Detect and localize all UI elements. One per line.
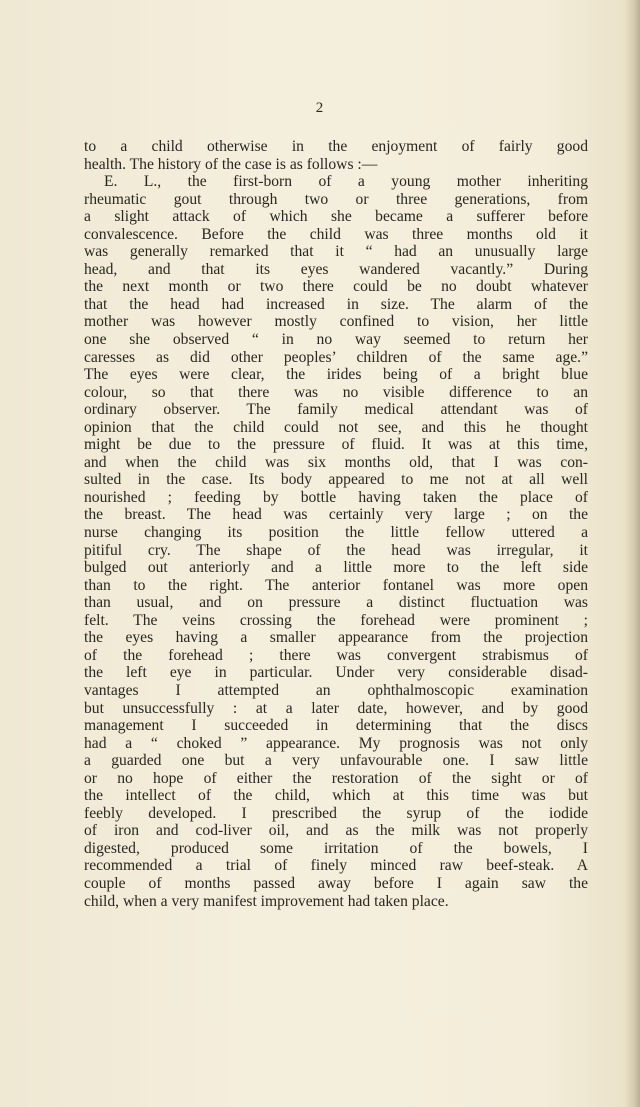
text-line: felt. The veins crossing the forehead were prominent ; bbox=[84, 611, 588, 629]
text-line: had a “ choked ” appearance. My prognosis was not only bbox=[84, 734, 588, 752]
text-line: was generally remarked that it “ had an unusually large bbox=[84, 243, 588, 261]
text-line: to a child otherwise in the enjoyment of fairly good bbox=[84, 138, 588, 155]
text-line: mother was however mostly confined to vision, her little bbox=[84, 313, 588, 331]
text-line: E. L., the first-born of a young mother inheriting bbox=[104, 173, 588, 191]
text-line: health. The history of the case is as follows :— bbox=[84, 155, 378, 173]
text-line: and when the child was six months old, that I was con- bbox=[84, 453, 588, 471]
text-line: than to the right. The anterior fontanel was more open bbox=[84, 576, 588, 594]
text-line: ordinary observer. The family medical attendant was of bbox=[84, 401, 588, 419]
text-line: pitiful cry. The shape of the head was irregular, it bbox=[84, 541, 588, 559]
text-line: the intellect of the child, which at this time was but bbox=[84, 787, 588, 805]
text-line: child, when a very manifest improvement had taken place. bbox=[84, 892, 449, 910]
text-line: nourished ; feeding by bottle having taken the place of bbox=[84, 488, 588, 506]
text-line: of the forehead ; there was convergent strabismus of bbox=[84, 646, 588, 664]
text-line: the breast. The head was certainly very large ; on the bbox=[84, 506, 588, 524]
text-line: nurse changing its position the little fellow uttered a bbox=[84, 524, 588, 542]
text-line: recommended a trial of finely minced raw beef-steak. A bbox=[84, 857, 588, 875]
text-line: colour, so that there was no visible difference to an bbox=[84, 383, 588, 401]
text-line: opinion that the child could not see, and this he thought bbox=[84, 418, 588, 436]
text-line: couple of months passed away before I again saw the bbox=[84, 874, 588, 892]
text-line: a guarded one but a very unfavourable one. I saw little bbox=[84, 752, 588, 770]
page-edge-shadow bbox=[624, 0, 640, 1107]
text-line: digested, produced some irritation of the bowels, I bbox=[84, 839, 588, 857]
text-line: the next month or two there could be no doubt whatever bbox=[84, 278, 588, 296]
text-line: vantages I attempted an ophthalmoscopic examination bbox=[84, 681, 588, 699]
text-line: caresses as did other peoples’ children of the same age.” bbox=[84, 348, 588, 366]
text-line: that the head had increased in size. The alarm of the bbox=[84, 295, 588, 313]
page-number: 2 bbox=[315, 100, 325, 116]
text-line: the eyes having a smaller appearance from the projection bbox=[84, 629, 588, 647]
text-line: than usual, and on pressure a distinct fluctuation was bbox=[84, 594, 588, 612]
text-line: might be due to the pressure of fluid. It was at this time, bbox=[84, 436, 588, 454]
text-line: management I succeeded in determining that the discs bbox=[84, 717, 588, 735]
text-line: one she observed “ in no way seemed to return her bbox=[84, 331, 588, 349]
text-line: the left eye in particular. Under very considerable disad- bbox=[84, 664, 588, 682]
text-line: a slight attack of which she became a sufferer before bbox=[84, 208, 588, 226]
text-line: bulged out anteriorly and a little more to the left side bbox=[84, 559, 588, 577]
text-line: but unsuccessfully : at a later date, however, and by good bbox=[84, 699, 588, 717]
text-line: or no hope of either the restoration of the sight or of bbox=[84, 769, 588, 787]
text-line: head, and that its eyes wandered vacantly.” During bbox=[84, 260, 588, 278]
text-line: feebly developed. I prescribed the syrup of the iodide bbox=[84, 804, 588, 822]
text-line: rheumatic gout through two or three generations, from bbox=[84, 190, 588, 208]
text-line: The eyes were clear, the irides being of a bright blue bbox=[84, 366, 588, 384]
text-line: of iron and cod-liver oil, and as the milk was not properly bbox=[84, 822, 588, 840]
text-line: sulted in the case. Its body appeared to me not at all well bbox=[84, 471, 588, 489]
text-line: convalescence. Before the child was three months old it bbox=[84, 225, 588, 243]
body-text bbox=[84, 138, 588, 910]
